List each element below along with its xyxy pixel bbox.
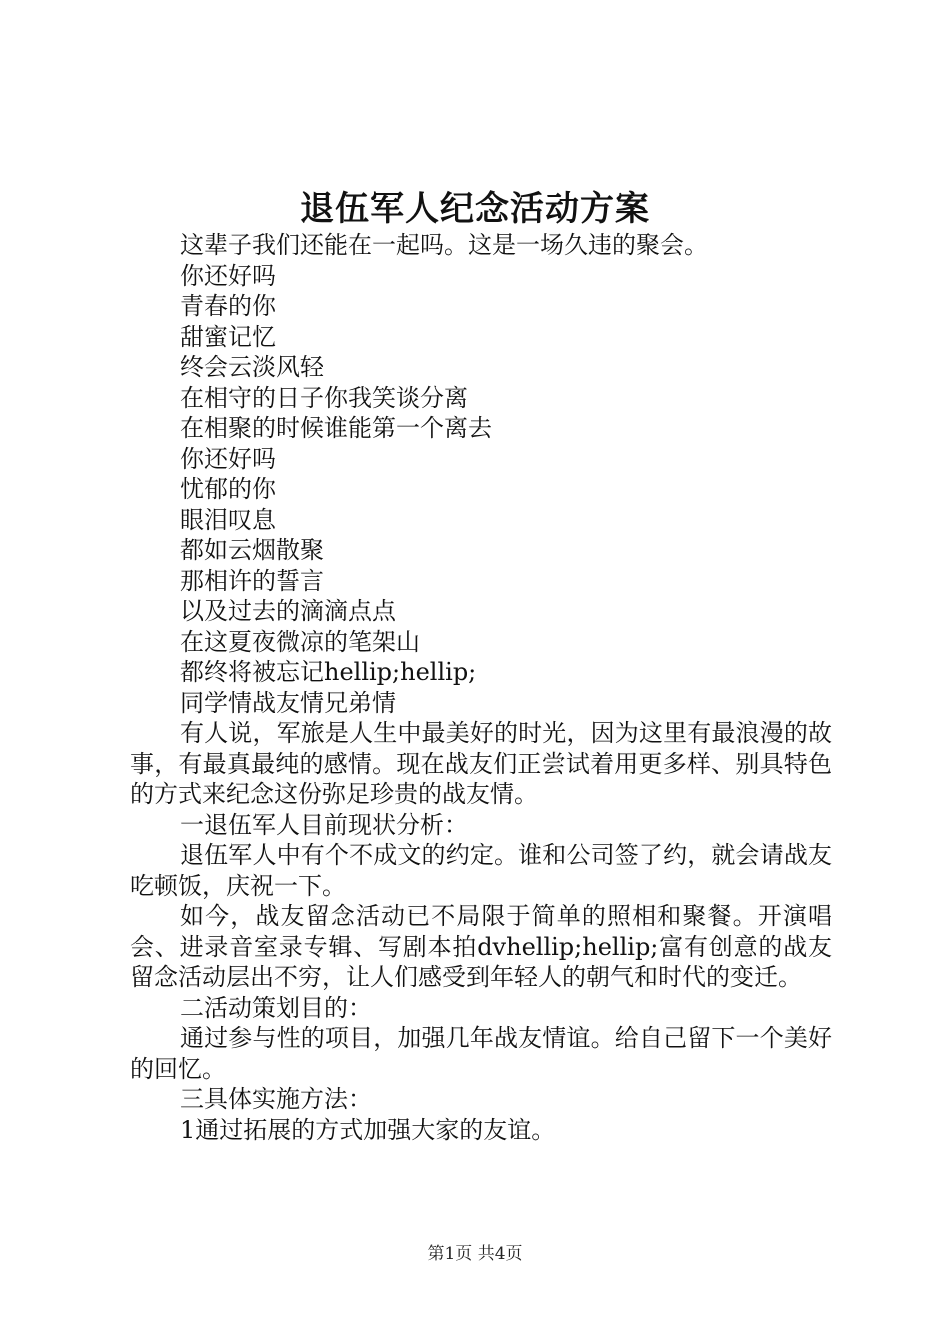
body-paragraph: 通过参与性的项目，加强几年战友情谊。给自己留下一个美好的回忆。 xyxy=(130,1024,832,1083)
body-paragraph: 如今，战友留念活动已不局限于简单的照相和聚餐。开演唱会、进录音室录专辑、写剧本拍dvhellip;hellip;富有创意的战友留念活动层出不穷，让人们感受到年轻人的朝气和时代的变迁。 xyxy=(130,902,832,991)
poem-line: 在这夏夜微凉的笔架山 xyxy=(180,627,420,656)
body-paragraph: 有人说，军旅是人生中最美好的时光，因为这里有最浪漫的故事，有最真最纯的感情。现在战友们正尝试着用更多样、别具特色的方式来纪念这份弥足珍贵的战友情。 xyxy=(130,719,832,808)
section-heading: 一退伍军人目前现状分析： xyxy=(180,810,468,839)
poem-line: 甜蜜记忆 xyxy=(180,322,276,351)
poem-line: 都终将被忘记hellip;hellip; xyxy=(180,658,477,686)
poem-line: 你还好吗 xyxy=(180,444,276,473)
poem-line: 眼泪叹息 xyxy=(180,505,276,534)
poem-line: 青春的你 xyxy=(180,292,276,320)
poem-line: 终会云淡风轻 xyxy=(180,353,324,381)
section-heading: 三具体实施方法： xyxy=(180,1085,372,1113)
poem-line: 以及过去的滴滴点点 xyxy=(180,597,396,625)
section-heading: 二活动策划目的： xyxy=(180,993,372,1022)
poem-line: 在相守的日子你我笑谈分离 xyxy=(180,383,468,412)
poem-line: 你还好吗 xyxy=(180,261,276,290)
document-title: 退伍军人纪念活动方案 xyxy=(300,189,650,229)
poem-line: 那相许的誓言 xyxy=(180,566,324,595)
body-paragraph: 退伍军人中有个不成文的约定。谁和公司签了约，就会请战友吃顿饭，庆祝一下。 xyxy=(130,841,832,900)
poem-line: 同学情战友情兄弟情 xyxy=(180,688,396,717)
poem-line: 这辈子我们还能在一起吗。这是一场久违的聚会。 xyxy=(180,231,708,259)
poem-line: 在相聚的时候谁能第一个离去 xyxy=(180,414,492,442)
page-footer: 第1页 共4页 xyxy=(427,1244,523,1264)
body-paragraph: 1通过拓展的方式加强大家的友谊。 xyxy=(180,1115,556,1144)
poem-line: 都如云烟散聚 xyxy=(180,536,324,564)
poem-line: 忧郁的你 xyxy=(180,475,276,503)
document-body xyxy=(130,230,832,1145)
